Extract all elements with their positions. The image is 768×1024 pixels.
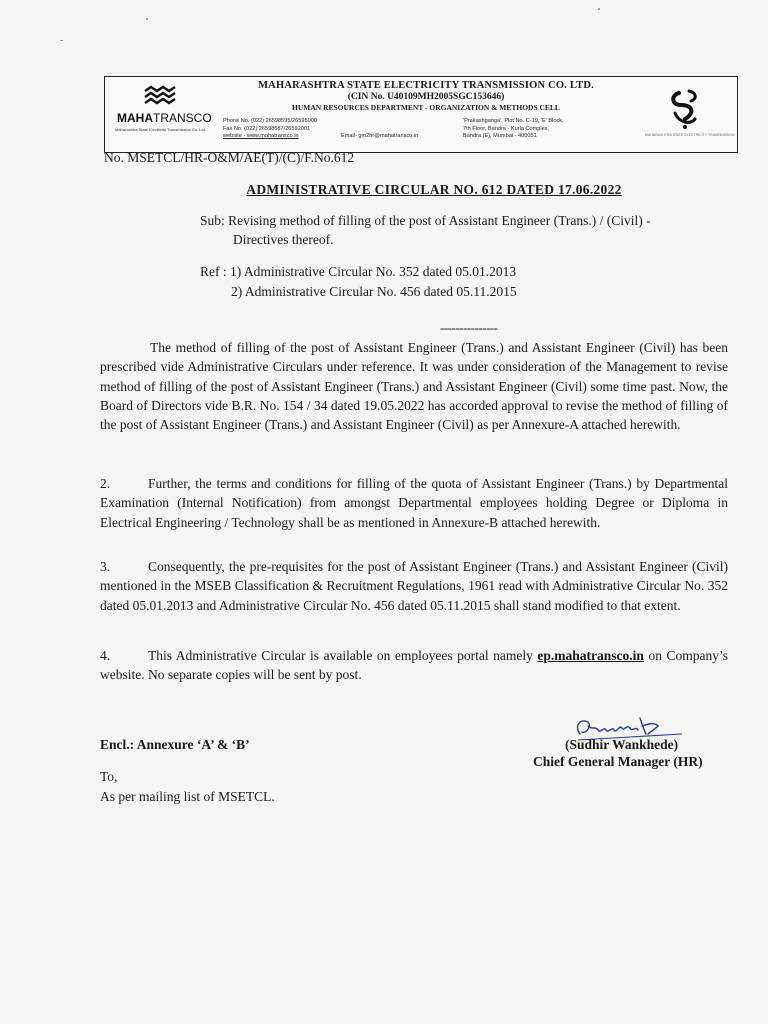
email-address[interactable]: Email- gm2hr@mahatransco.in — [341, 133, 419, 139]
paragraph-4-number: 4. — [100, 648, 111, 663]
website-link[interactable]: website - www.mahatransco.in — [223, 133, 299, 140]
paragraph-4-text — [100, 646, 728, 685]
paragraph-1 — [100, 338, 728, 434]
letterhead — [104, 76, 738, 153]
reference-line-2: 2) Administrative Circular No. 456 dated 05.11.2015 — [231, 284, 517, 299]
paragraph-4-after: on Company’s website. No separate copies will be sent by post. — [100, 648, 728, 683]
cin-number: (CIN No. U40109MH2005SGC153646) — [347, 92, 505, 102]
paragraph-1-text: The method of filling of the post of Assistant Engineer (Trans.) and Assistant Engineer (Civil) has been prescribed vide Administrative Circulars under reference. It was under consideration of the Management to revise method of filling of the post of Assistant Engineer (Trans.) and Assistant Engineer (Civil) some time past. Now, the Board of Directors vide B.R. No. 154 / 34 dated 19.05.2022 has accorded approval to revise the method of filling of the post of Assistant Engineer (Trans.) and Assistant Engineer (Civil) as per Annexure-A attached herewith. — [100, 340, 728, 433]
brand-subtitle: Maharashtra State Electricity Transmission Co. Ltd. — [115, 127, 206, 132]
subject — [200, 211, 725, 249]
addressee — [100, 767, 275, 807]
signatory-name: (Sudhir Wankhede) — [565, 737, 679, 752]
reference-number: No. MSETCL/HR-O&M/AE(T)/(C)/F.No.612 — [104, 150, 355, 165]
address-line-3: Bandra (E), Mumbai - 400051 — [463, 133, 537, 140]
reference-line-1: Ref : 1) Administrative Circular No. 352 dated 05.01.2013 — [200, 264, 517, 279]
paragraph-2 — [100, 474, 728, 532]
company-seal-logo — [645, 83, 735, 145]
brand-bold: MAHA — [117, 111, 153, 125]
references — [200, 262, 517, 302]
address-line-2: 7th Floor, Bandra - Kurla Complex, — [463, 125, 550, 132]
brand-name — [117, 111, 212, 125]
mailing-list: As per mailing list of MSETCL. — [100, 789, 275, 804]
paragraph-4-before: This Administrative Circular is available on employees portal namely — [148, 648, 538, 663]
address-line-1: 'Prakashganga', Plot No. C-19, 'E' Block, — [463, 118, 564, 124]
phone-number: Phone No. (022) 26598595/26595000 — [223, 118, 317, 124]
seal-emblem-icon — [645, 83, 725, 133]
paragraph-4 — [100, 646, 728, 685]
subject-line-1: Sub: Revising method of filling of the post of Assistant Engineer (Trans.) / (Civil) - — [200, 213, 651, 228]
circular-title: ADMINISTRATIVE CIRCULAR NO. 612 DATED 17.06.2022 — [246, 182, 622, 197]
brand-thin: TRANSCO — [153, 111, 212, 125]
paragraph-3 — [100, 557, 728, 615]
subject-line-2: Directives thereof. — [233, 232, 334, 247]
company-name: MAHARASHTRA STATE ELECTRICITY TRANSMISSION CO. LTD. — [258, 80, 594, 91]
scan-speck — [60, 40, 63, 41]
enclosure-note: Encl.: Annexure ‘A’ & ‘B’ — [100, 737, 250, 752]
seal-caption: MAHARASHTRA STATE ELECTRICITY TRANSMISSION — [645, 133, 735, 137]
paragraph-2-text: Further, the terms and conditions for filling of the quota of Assistant Engineer (Trans.) by Departmental Examination (Internal Notification) from amongst Departmental employees holding Degree or Diploma in Electrical Engineering / Technology shall be as mentioned in Annexure-B attached herewith. — [100, 476, 728, 530]
signatory-designation: Chief General Manager (HR) — [533, 754, 703, 769]
paragraph-3-text: Consequently, the pre-requisites for the post of Assistant Engineer (Trans.) and Assistant Engineer (Civil) mentioned in the MSEB Classification & Recruitment Regulations, 1961 read with Administrative Circular No. 352 dated 05.01.2013 and Administrative Circular No. 456 dated 05.11.2015 shall stand modified to that extent. — [100, 559, 728, 613]
contact-details — [223, 118, 317, 141]
transmission-waves-icon — [141, 85, 181, 109]
paragraph-3-number: 3. — [100, 559, 111, 574]
paragraph-2-number: 2. — [100, 476, 111, 491]
letterhead-heading — [221, 80, 631, 112]
office-address — [463, 118, 564, 141]
separator-dashes: --------------- — [440, 320, 498, 335]
to-label: To, — [100, 769, 118, 784]
scan-speck — [146, 18, 148, 20]
scan-speck — [598, 8, 600, 10]
employee-portal-link[interactable]: ep.mahatransco.in — [537, 648, 644, 663]
department-name: HUMAN RESOURCES DEPARTMENT - ORGANIZATION & METHODS CELL — [292, 103, 560, 112]
mahatransco-logo — [115, 85, 213, 143]
fax-number: Fax No. (022) 26598587/26592001 — [223, 125, 311, 132]
